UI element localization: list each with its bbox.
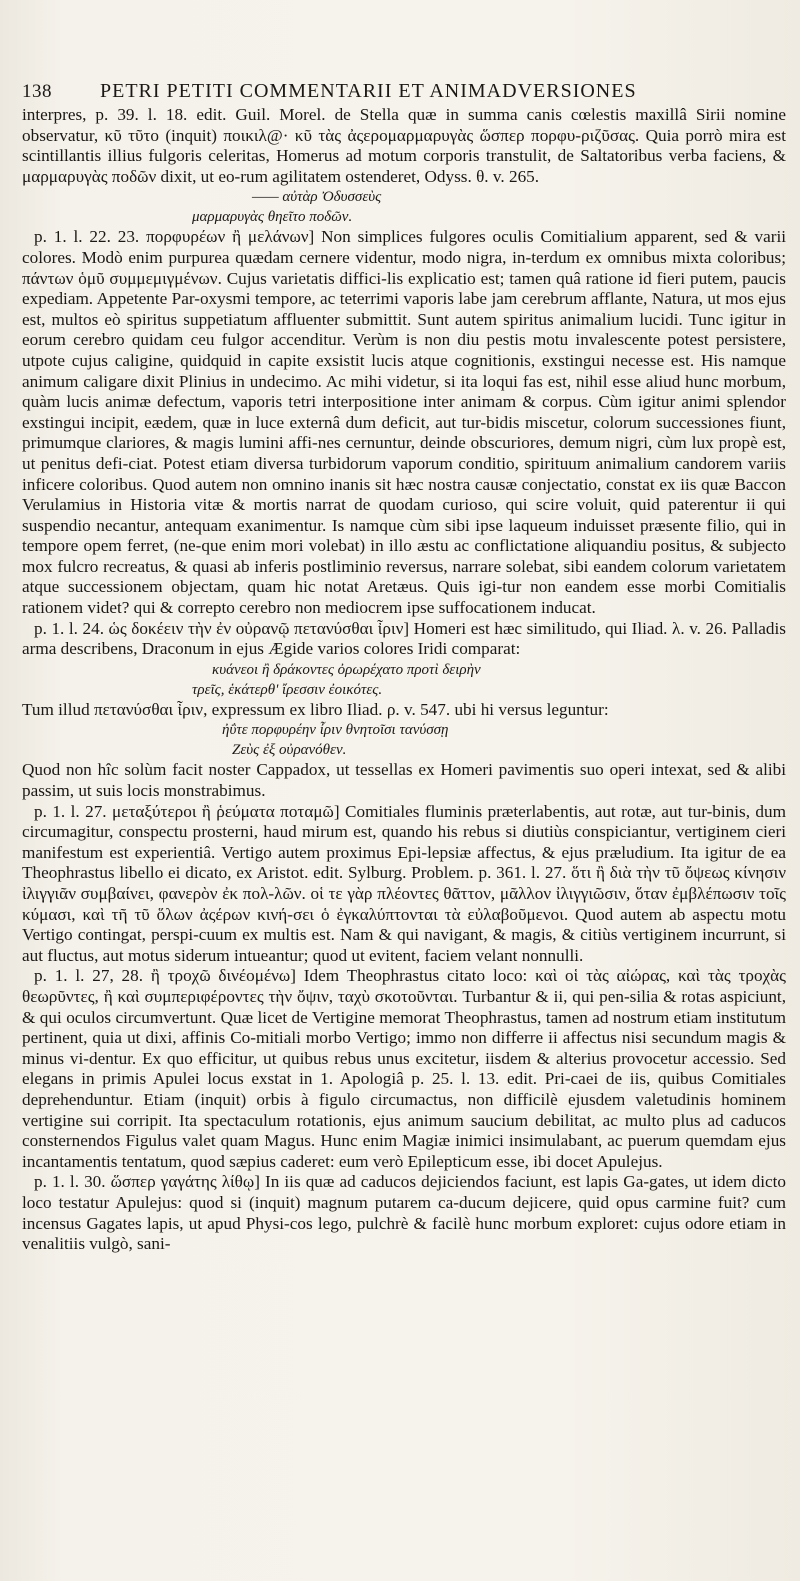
verse-line: Ζεὺς ἐξ οὐρανόθεν. [232, 742, 347, 759]
page-header [22, 80, 786, 103]
paragraph: p. 1. l. 30. ὥσπερ γαγάτης λίθῳ] In iis quæ ad caducos dejiciendos faciunt, est lapis Ga-gates, ut idem dicto loco testatur Apulejus: quod si (inquit) magnum putarem ca-ducum dejicere, quid opus carmine fuit? cum incensus Gagates lapis, ut apud Physi-cos lego, pulchrè & facilè hunc morbum exploret: cujus odore etiam in venalitiis vulgò, sani- [22, 1172, 786, 1254]
paragraph: p. 1. l. 24. ὡς δοκέειν τὴν ἐν οὐρανῷ πετανύσθαι ἶριν] Homeri est hæc similitudo, qui Iliad. λ. v. 26. Palladis arma describens, Draconum in ejus Ægide varios colores Iridi comparat: [22, 618, 786, 659]
paragraph: Quod non hîc solùm facit noster Cappadox, ut tessellas ex Homeri pavimentis suo operi intexat, sed & alibi passim, ut suis locis monstrabimus. [22, 760, 786, 801]
paragraph: Tum illud πετανύσθαι ἶριν, expressum ex libro Iliad. ρ. v. 547. ubi hi versus leguntur: [22, 699, 609, 719]
paragraph: interpres, p. 39. l. 18. edit. Guil. Morel. de Stella quæ in summa canis cœlestis maxillâ Sirii nomine observatur, κῦ τῦτο (inquit) ποικιλ@· κῦ τὰς ἀςερομαρμαρυγὰς ὥσπερ πορφυ-ριζῦσας. Quia porrò mira est scintillantis illius fulgoris celeritas, Homerus ad motum corporis transtulit, de Saltatoribus verba faciens, & μαρμαρυγὰς ποδῶν dixit, ut eo-rum agilitatem ostenderet, Odyss. θ. v. 265. [22, 105, 786, 186]
paragraph: p. 1. l. 27. μεταξύτεροι ἢ ῥεύματα ποταμῶ] Comitiales fluminis præterlabentis, aut rotæ, aut tur-binis, dum circumagitur, conspectu prosterni, haud mirum est, quando his rebus si diutiùs conspiciantur, vertiginem cieri manifestum est experientiâ. Vertigo autem proximus Epi-lepsiæ affectus, & ejus præludium. Ita igitur de ea Theophrastus libello ei dicato, ex Aristot. edit. Sylburg. Problem. p. 361. l. 27. ὅτι ἢ διὰ τὴν τῦ ὄψεως κίνησιν ἰλιγγιᾶν συμβαίνει, φανερὸν ἐκ πολ-λῶν. οἱ τε γὰρ πλέοντες θᾶττον, μᾶλλον ἰλιγγιῶσιν, ὅταν ἐμβλέπωσιν τοῖς κύμασι, καὶ τῆ τῦ ὅλων ἀςέρων κινή-σει ὁ ἐγκαλύπτονται τὰ εὐλαβοῦμενοι. Quod autem ab aspectu motu Vertigo contingat, perspi-cuum ex multis est. Nam & qui navigant, & magis, & citiùs vertiginem incurrunt, si aut fluctus, aut motus siderum intueantur; quod ut evitent, faciem velant nonnulli. [22, 801, 786, 965]
verse-line: κυάνεοι ἢ δράκοντες ὀρωρέχατο προτὶ δειρὴν [212, 661, 481, 678]
verse-line: μαρμαρυγὰς θηεῖτο ποδῶν. [192, 209, 353, 226]
paragraph: p. 1. l. 22. 23. πορφυρέων ἢ μελάνων] Non simplices fulgores oculis Comitialium apparent, sed & varii colores. Modò enim purpurea quædam cernere videntur, modo nigra, in-terdum ex omnibus mixta coloribus; πάντων ὁμῦ συμμεμιγμένων. Cujus varietatis diffici-lis explicatio est; tamen quâ ratione id fieri putem, paucis expediam. Appetente Par-oxysmi tempore, ac teterrimi vaporis labe jam cerebrum afflante, Natura, ut mos ejus est, multos eò spiritus suppetiatum affluenter submittit. Sunt autem spiritus animalium lucidi. Tunc igitur in eorum cerebro quidam ceu fulgor accenditur. Verùm is non diu pestis motu invalescente potest persistere, utpote cujus caligine, quidquid in capite exsistit lucis atque cognitionis, exstingui necesse est. His namque animum caligare dixit Plinius in undecimo. Ac mihi videtur, si ita loqui fas est, nihil esse aliud hunc morbum, quàm lucis animæ defectum, vaporis tetri interpositione inter animam & corpus. Cùm igitur animi splendor exstingui incipit, eædem, quæ in luce externâ dum deficit, aut tur-bidis miscetur, colorum successiones fiunt, primumque clariores, & magis lumini affi-nes cernuntur, deinde obscuriores, demum nigri, cùm lux propè est, ut penitus defi-ciat. Potest etiam diversa turbidorum vaporum conditio, spirituum animalium candorem variis inficere coloribus. Quod autem non omnino inanis sit hæc nostra causæ conjectatio, constat ex iis quæ Baccon Verulamius in Historia vitæ & mortis narrat de quodam curioso, qui scire voluit, quid paterentur ii qui suspendio necantur, antequam exanimentur. Is namque cùm sibi ipse laqueum induisset præsente filio, qui in tempore opem ferret, (ne-que enim mori volebat) in illo æstu ac conflictatione aliquandiu positus, & subjecto mox fulcro recreatus, & quasi ab inferis postliminio reversus, narrare solebat, sibi eandem colorum varietatem atque successionem objectam, quam hic notat Aretæus. Quis igi-tur non eandem esse morbi Comitialis rationem videt? qui & correpto cerebro non mediocrem ipse suffocationem inducat. [22, 227, 786, 618]
page-number: 138 [22, 81, 52, 102]
running-head: PETRI PETITI COMMENTARII ET ANIMADVERSIONES [100, 80, 637, 102]
verse-line: ἠΰτε πορφυρέην ἶριν θνητοῖσι τανύσσῃ [222, 722, 449, 739]
commentary-text [22, 105, 786, 1255]
paragraph: p. 1. l. 27, 28. ἢ τροχῶ δινέομένω] Idem Theophrastus citato loco: καὶ οἱ τὰς αἰώρας, καὶ τὰς τροχὰς θεωρῦντες, ἢ καὶ συμπεριφέροντες τὴν ὄψιν, ταχὺ σκοτοῦνται. Turbantur & ii, qui pen-silia & rotas aspiciunt, & qui oculos circumvertunt. Quæ licet de Vertigine memorat Theophrastus, tamen ad nostrum etiam institutum pertinent, quia ut dixi, affinis Co-mitiali morbo Vertigo; immo non differre ii affectus nisi secundum magis & minus vi-dentur. Ex quo efficitur, ut quibus rebus unus excitetur, iisdem & alterius provocetur accessio. Sed elegans in primis Apulei locus exstat in 1. Apologiâ p. 25. l. 13. edit. Pri-caei de iis, quibus Comitiales deprehenduntur. Etiam (inquit) orbis à figulo circumactus, non difficilè ejusdem valetudinis hominem vertigine sui corripit. Ita spectaculum rotationis, ejus animum saucium debilitat, ac multo plus ad caducos consternendos Figulus valet quam Magus. Hunc enim Magiæ inimici insimulabant, ac puerum quemdam ejus incantamentis tentatum, quod sæpius caderet: eum verò Epilepticum esse, ibi docet Apulejus. [22, 966, 786, 1171]
verse-line: τρεῖς, ἑκάτερθ' ἴρεσσιν ἐοικότες. [192, 681, 383, 698]
verse-line: —— αὐτὰρ Ὀδυσσεὺς [252, 189, 382, 206]
